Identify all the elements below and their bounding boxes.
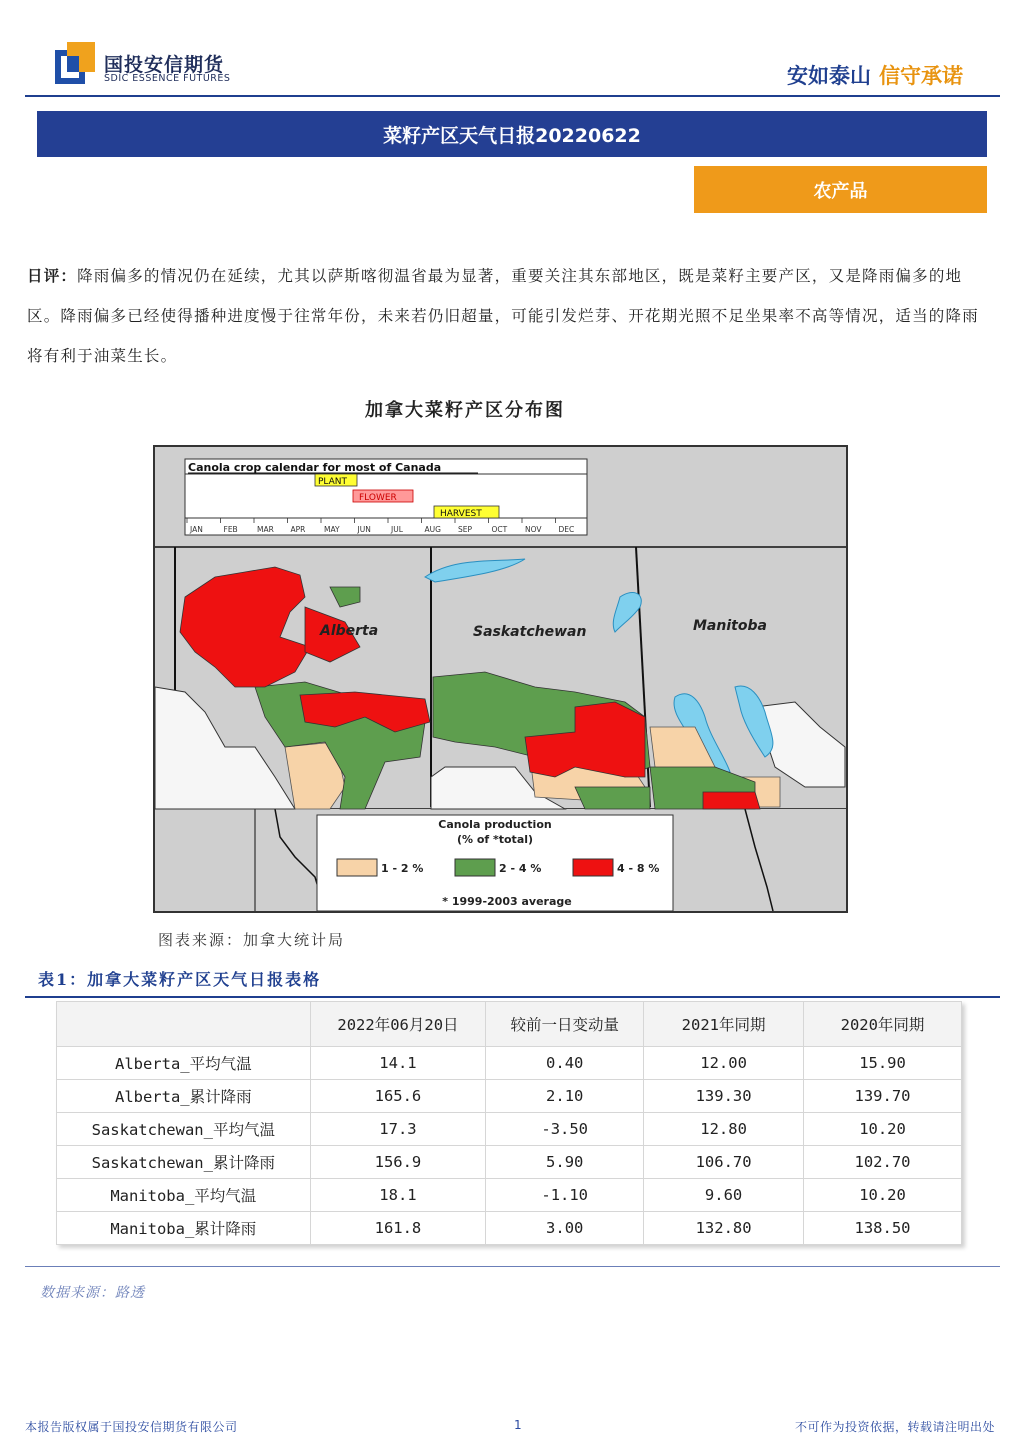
table-cell: 14.1: [310, 1047, 486, 1080]
table-cell: 139.30: [644, 1080, 804, 1113]
month-label: JUL: [391, 525, 403, 534]
month-label: FEB: [223, 525, 238, 534]
table-cell: 15.90: [804, 1047, 962, 1080]
legend-swatch-1: [337, 859, 377, 876]
weather-data-table: [56, 1001, 962, 1245]
stage-plant: PLANT: [318, 477, 348, 487]
comment-text: 降雨偏多的情况仍在延续，尤其以萨斯喀彻温省最为显著，重要关注其东部地区，既是菜籽主要产区，又是降雨偏多的地区。降雨偏多已经使得播种进度慢于往常年份，未来若仍旧超量，可能引发烂芽、开花期光照不足坐果率不高等情况，适当的降雨将有利于油菜生长。: [27, 267, 979, 365]
row-label: Alberta_累计降雨: [57, 1080, 311, 1113]
table-cell: 5.90: [486, 1146, 644, 1179]
table-cell: 161.8: [310, 1212, 486, 1245]
calendar-title: Canola crop calendar for most of Canada: [188, 461, 442, 474]
header-divider: [25, 95, 1000, 97]
legend-label-2: 2 - 4 %: [499, 862, 542, 875]
table-cell: -1.10: [486, 1179, 644, 1212]
legend-title: Canola production: [438, 818, 552, 831]
map-figure: [155, 447, 846, 911]
month-label: NOV: [525, 525, 542, 534]
row-label: Manitoba_累计降雨: [57, 1212, 311, 1245]
slogan-part-1: 安如泰山: [787, 64, 871, 88]
stage-harvest: HARVEST: [440, 509, 482, 519]
row-label: Alberta_平均气温: [57, 1047, 311, 1080]
header-cell: 较前一日变动量: [486, 1002, 644, 1047]
legend-swatch-3: [573, 859, 613, 876]
canola-production-map: [153, 445, 848, 913]
logo-chinese-name: 国投安信期货: [104, 54, 225, 76]
table-cell: 2.10: [486, 1080, 644, 1113]
header-cell: 2021年同期: [644, 1002, 804, 1047]
category-tag: 农产品: [694, 166, 987, 213]
table-row: [57, 1179, 962, 1212]
page-number: 1: [514, 1418, 522, 1432]
legend-label-1: 1 - 2 %: [381, 862, 424, 875]
month-label: APR: [290, 525, 306, 534]
map-source: 图表来源：加拿大统计局: [158, 931, 346, 949]
table-cell: -3.50: [486, 1113, 644, 1146]
table-body: [57, 1047, 962, 1245]
table-cell: 12.00: [644, 1047, 804, 1080]
table-cell: 17.3: [310, 1113, 486, 1146]
map-title: 加拿大菜籽产区分布图: [365, 400, 565, 421]
month-label: JUN: [357, 525, 371, 534]
table-cell: 106.70: [644, 1146, 804, 1179]
table-cell: 132.80: [644, 1212, 804, 1245]
month-label: OCT: [491, 525, 508, 534]
footer-disclaimer: 不可作为投资依据，转载请注明出处: [794, 1420, 995, 1434]
row-label: Manitoba_平均气温: [57, 1179, 311, 1212]
table-cell: 3.00: [486, 1212, 644, 1245]
source-divider: [25, 1266, 1000, 1267]
month-label: AUG: [424, 525, 441, 534]
month-label: DEC: [558, 525, 575, 534]
data-source: 数据来源：路透: [40, 1285, 145, 1301]
header-cell: 2020年同期: [804, 1002, 962, 1047]
table-row: [57, 1047, 962, 1080]
month-label: SEP: [458, 525, 473, 534]
daily-comment: [27, 256, 992, 376]
table-header-row: [57, 1002, 962, 1047]
row-label: Saskatchewan_平均气温: [57, 1113, 311, 1146]
table-row: [57, 1212, 962, 1245]
table-cell: 12.80: [644, 1113, 804, 1146]
table-title: 表1：加拿大菜籽产区天气日报表格: [38, 970, 322, 989]
month-label: MAY: [324, 525, 340, 534]
slogan-part-2: 信守承诺: [879, 64, 963, 88]
stage-flower: FLOWER: [359, 493, 397, 503]
table-cell: 18.1: [310, 1179, 486, 1212]
table-row: [57, 1113, 962, 1146]
logo-english-name: SDIC ESSENCE FUTURES: [104, 73, 231, 84]
table-divider: [25, 996, 1000, 998]
table-cell: 102.70: [804, 1146, 962, 1179]
province-label-saskatchewan: Saskatchewan: [473, 624, 587, 640]
province-label-manitoba: Manitoba: [693, 618, 767, 634]
province-label-alberta: Alberta: [320, 623, 379, 639]
table-cell: 10.20: [804, 1113, 962, 1146]
slogan: [787, 60, 963, 90]
report-title: 菜籽产区天气日报20220622: [37, 111, 987, 157]
table-row: [57, 1080, 962, 1113]
table-cell: 10.20: [804, 1179, 962, 1212]
table-row: [57, 1146, 962, 1179]
legend-note: * 1999-2003 average: [442, 895, 572, 908]
comment-label: 日评：: [27, 266, 78, 285]
month-label: MAR: [257, 525, 274, 534]
month-label: JAN: [190, 525, 203, 534]
table-cell: 9.60: [644, 1179, 804, 1212]
table-cell: 156.9: [310, 1146, 486, 1179]
legend-label-3: 4 - 8 %: [617, 862, 660, 875]
legend-swatch-2: [455, 859, 495, 876]
table-cell: 0.40: [486, 1047, 644, 1080]
table-cell: 165.6: [310, 1080, 486, 1113]
footer-copyright: 本报告版权属于国投安信期货有限公司: [25, 1420, 238, 1434]
header-cell: [57, 1002, 311, 1047]
row-label: Saskatchewan_累计降雨: [57, 1146, 311, 1179]
table-cell: 138.50: [804, 1212, 962, 1245]
header-cell: 2022年06月20日: [310, 1002, 486, 1047]
legend-subtitle: (% of *total): [456, 833, 534, 846]
table-cell: 139.70: [804, 1080, 962, 1113]
company-logo-icon: [55, 42, 95, 84]
